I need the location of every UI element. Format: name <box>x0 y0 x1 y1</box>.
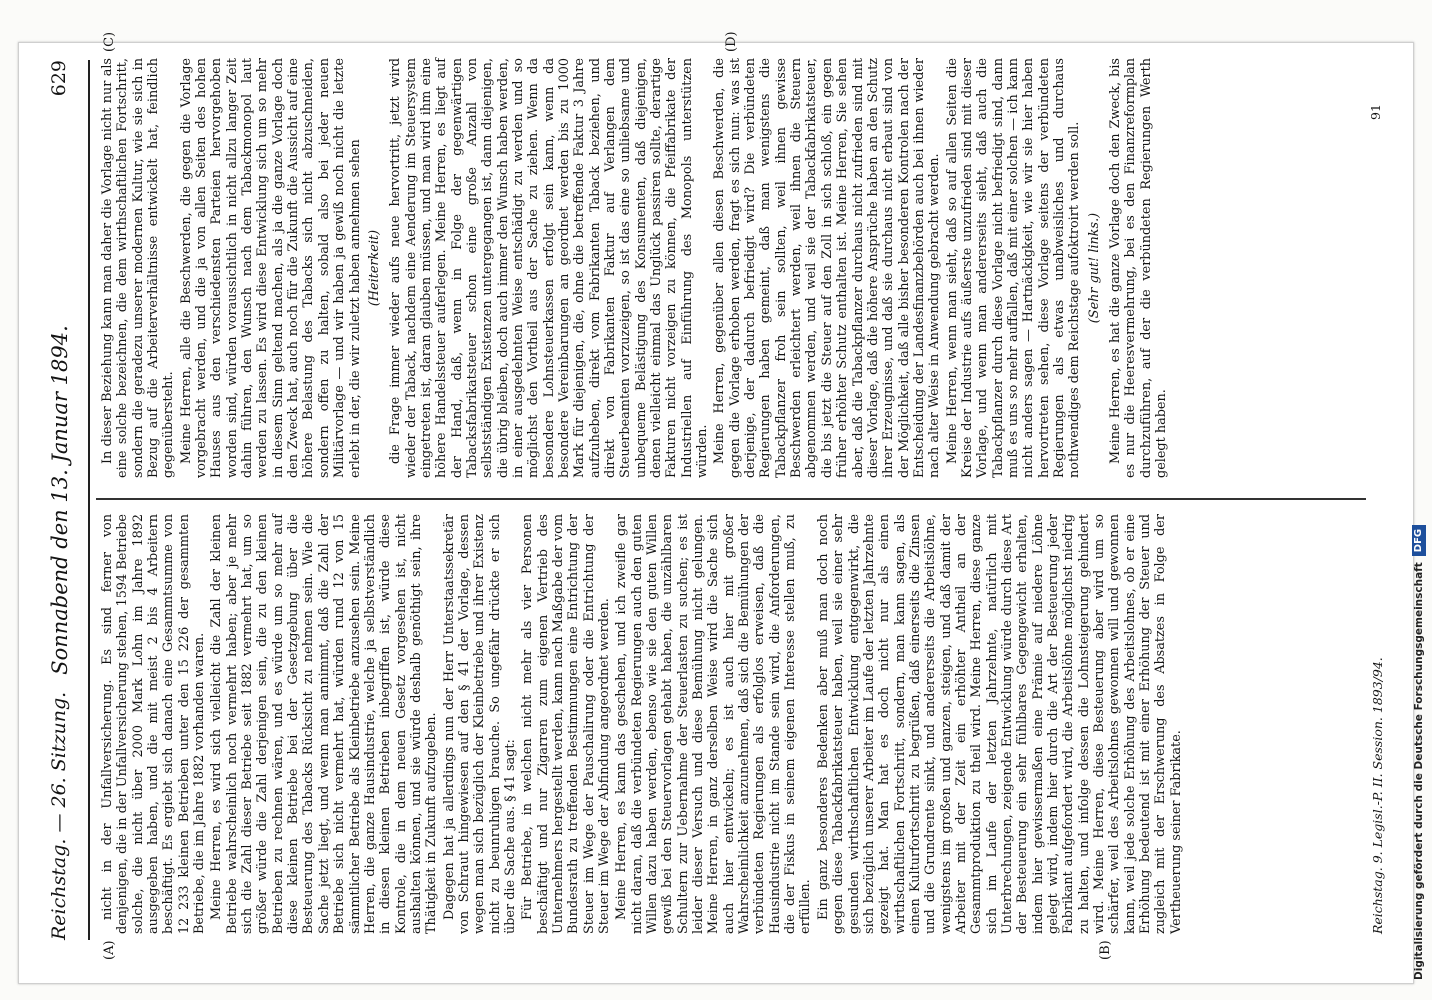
quote-paragraph: Für Betriebe, in welchen nicht mehr als vier Personen beschäftigt und nur Zigarren zum eigenen Vertrieb des Unternehmers hergestellt werden, kann nach Maßgabe der vom Bundesrath zu treffenden Bestimmungen eine Entrichtung der Steuer im Wege der Pauschalirung oder die Entrichtung der Steuer im Wege der Abfindung angeordnet werden. <box>520 514 612 934</box>
margin-mark-a: (A) <box>102 940 117 960</box>
column-divider <box>96 498 1366 500</box>
paragraph: nicht in der Unfallversicherung. Es sind ferner von denjenigen, die in der Unfallversicherung stehen, 1594 Betriebe solche, die nicht über 2000 Mark Lohn im Jahre 1892 ausgegeben haben, und die mit meist 2 bis 4 Arbeitern beschäftigt. Es ergiebt sich danach eine Gesammtsumme von 12 233 kleinen Betrieben unter den 15 226 der gesammten Betriebe, die im Jahre 1882 vorhanden waren. <box>100 514 208 934</box>
page-number: 629 <box>48 60 70 97</box>
left-column <box>100 514 1186 934</box>
paragraph: Dagegen hat ja allerdings nun der Herr Unterstaatssekretär von Schraut hingewiesen auf den § 41 der Vorlage, dessen wegen man sich bezüglich der Kleinbetriebe und ihrer Existenz nicht zu beunruhigen brauche. So ungefähr drückte er sich über die Sache aus. § 41 sagt: <box>441 514 518 934</box>
interjection: (Sehr gut! links.) <box>1086 212 1102 324</box>
dfg-credit <box>1408 20 1430 980</box>
paragraph: In dieser Beziehung kann man daher die Vorlage nicht nur als eine solche bezeichnen, die dem wirthschaftlichen Fortschritt, sondern die geradezu unserer modernen Kultur, wie sie sich in Bezug auf die Arbeiterverhältnisse entwickelt hat, feindlich gegenübersteht. <box>100 58 177 478</box>
header-date: Sonnabend den 13. Januar 1894. <box>48 325 72 675</box>
paragraph: Meine Herren, es kann das geschehen, und ich zweifle gar nicht daran, daß die verbündeten Regierungen auch den guten Willen dazu haben werden, ebenso wie sie den guten Willen gewiß bei den Steuervorlagen gehabt haben, die unzählbaren Schultern zur Uebernahme der Steuerlasten zu suchen; es ist leider dieser Versuch und diese Bemühung nicht gelungen. Meine Herren, in ganz derselben Weise wird die Sache sich auch hier entwickeln; es ist auch hier mit großer Wahrscheinlichkeit anzunehmen, daß sich die Bemühungen der verbündeten Regierungen als erfolglos erweisen, daß die Hausindustrie nicht im Stande sein wird, die Anforderungen, die der Fiskus in seinem eigenen Interesse stellen muß, zu erfüllen. <box>614 514 814 934</box>
running-header <box>40 60 80 940</box>
margin-mark-c: (C) <box>102 31 117 52</box>
margin-mark-b: (B) <box>1098 940 1113 960</box>
dfg-logo: DFG <box>1412 525 1426 556</box>
footer-session-line: Reichstag. 9. Legisl.-P. II. Session. 1893/94. <box>1370 657 1385 934</box>
paragraph: die Frage immer wieder aufs neue hervortritt, jetzt wird wieder der Taback, nachdem eine Aenderung im Steuersystem eingetreten ist, daran glauben müssen, und man wird ihm eine höhere Handelssteuer auferlegen. Meine Herren, es liegt auf der Hand, daß, wenn in Folge der gegenwärtigen Tabacksfabrikatsteuer schon eine große Anzahl von selbstständigen Existenzen untergegangen ist, dann diejenigen, die übrig bleiben, doch auch immer den Wunsch haben werden, in einer ausgedehnten Weise entschädigt zu werden und so möglichst den Vortheil aus der Sache zu ziehen. Wenn da besondere Lohnsteuerkassen erfolgt sein kann, wenn da besondere Vereinbarungen an geordnet werden bis zu 1000 Mark für diejenigen, die, ohne die betreffende Faktur 3 Jahre aufzuheben, direkt vom Fabrikanten Taback beziehen, und direkt von Fabrikanten Faktur auf Verlangen dem Steuerbeamten vorzuzeigen, so ist das eine so unliebsame und unbequeme Belästigung des Konsumenten, daß diejenigen, denen vielleicht einmal das Unglück passiren sollte, derartige Fakturen nicht vorzeigen zu können, die Pfeiffabrikate der Industriellen auf Einführung des Monopols unterstützen würden. <box>388 58 711 478</box>
paragraph: Meine Herren, gegenüber allen diesen Beschwerden, die gegen die Vorlage erhoben werden, fragt es sich nun: was ist derjenige, der dadurch befriedigt wird? Die verbündeten Regierungen haben gemeint, daß man wenigstens die Tabackpflanzer froh sein sollten, weil ihnen gewisse Beschwerden erleichtert werden, weil ihnen die Steuern abgenommen werden, und weil sie der Tabackfabrikatsteuer, die bis jetzt die Steuer auf den Zoll in sich schloß, ein gegen früher erhöhter Schutz enthalten ist. Meine Herren, Sie sehen aber, daß die Tabackpflanzer durchaus nicht zufrieden sind mit dieser Vorlage, daß die höhere Ansprüche haben an den Schutz ihrer Erzeugnisse, und daß sie durchaus nicht erbaut sind von der Möglichkeit, daß alle bisher besonderen Kontrolen nach der Entscheidung der Landesfinanzbehörden auch bei ihnen wieder nach alter Weise in Anwendung gebracht werden. <box>712 58 943 478</box>
paragraph: Meine Herren, alle die Beschwerden, die gegen die Vorlage vorgebracht werden, und die ja von allen Seiten des hohen Hauses aus den verschiedensten Parteien hervorgehoben worden sind, würden voraussichtlich in nicht allzu langer Zeit dahin führen, den Wunsch nach dem Tabackmonopol laut werden zu lassen. Es wird diese Entwicklung sich um so mehr in diesem Sinn geltend machen, als ja die ganze Vorlage doch den Zweck hat, auch noch für die Zukunft die Aussicht auf eine höhere Belastung des Tabacks sich nicht abzuschneiden, sondern offen zu halten, sobald also bei jeder neuen Militärvorlage — und wir haben ja gewiß noch nicht die letzte erlebt in der, die wir zuletzt haben annehmen sehen <box>178 58 363 478</box>
paragraph: Meine Herren, es hat die ganze Vorlage doch den Zweck, bis es nur die Heeresvermehrung, bei es den Finanzreformplan durchzuführen, auf der die verbündeten Regierungen Werth gelegt haben. <box>1108 58 1170 478</box>
margin-mark-d: (D) <box>724 31 739 52</box>
paragraph: Ein ganz besonderes Bedenken aber muß man doch noch gegen diese Tabackfabrikatsteuer haben, weil sie einer sehr gesunden wirthschaftlichen Entwicklung entgegenwirkt, die sich bezüglich unserer Arbeiter im Laufe der letzten Jahrzehnte gezeigt hat. Man hat es doch nicht nur als einen wirthschaftlichen Fortschritt, sondern, man kann sagen, als einen Kulturfortschritt zu begrüßen, daß einerseits die Zinsen und die Grundrente sinkt, und andererseits die Arbeitslöhne, wenigstens im großen und ganzen, steigen, und daß damit der Arbeiter mit der Zeit ein erhöhter Antheil an der Gesammtproduktion zu theil wird. Meine Herren, diese ganze sich im Laufe der letzten Jahrzehnte, natürlich mit Unterbrechungen, zeigende Entwicklung würde durch diese Art der Besteuerung ein sehr fühlbares Gegengewicht erhalten, indem hier gewissermaßen eine Prämie auf niedere Löhne gelegt wird, indem hier durch die Art der Besteuerung jeder Fabrikant aufgefordert wird, die Arbeitslöhne möglichst niedrig zu halten, und infolge dessen die Lohnsteigerung gehindert wird. Meine Herren, diese Besteuerung aber wird um so schärfer, weil des Arbeitslohnes gewonnen will und gewonnen kann, weil jede solche Erhöhung des Arbeitslohnes, ob er eine Erhöhung bedeutend ist mit einer Erhöhung der Steuer und zugleich mit der Erschwerung des Absatzes in Folge der Vertheuerung seiner Fabrikate. <box>815 514 1184 934</box>
dfg-sidebar <box>1408 20 1430 980</box>
header-rule <box>88 60 90 940</box>
paragraph: Meine Herren, wenn man sieht, daß so auf allen Seiten die Kreise der Industrie aufs äußerste unzufrieden sind mit dieser Vorlage, und wenn man andererseits sieht, daß auch die Tabackpflanzer durch diese Vorlage nicht befriedigt sind, dann muß es uns so mehr auffallen, daß mit einer solchen — ich kann nicht anders sagen — Hartnäckigkeit, wie wir sie hier haben hervortreten sehen, diese Vorlage seitens der verbündeten Regierungen als etwas unabweisliches und durchaus nothwendiges dem Reichstage aufoktroirt werden soll. <box>944 58 1083 478</box>
paragraph: Meine Herren, es wird sich vielleicht die Zahl der kleinen Betriebe wahrscheinlich noch vermehrt haben; aber je mehr sich die Zahl dieser Betriebe seit 1882 vermehrt hat, um so größer würde die Zahl derjenigen sein, die zu den kleinen Betrieben zu rechnen wären, und es würde um so mehr auf diese kleinen Betriebe bei der Gesetzgebung über die Besteuerung des Tabacks Rücksicht zu nehmen sein. Wie die Sache jetzt liegt, und wenn man annimmt, daß die Zahl der Betriebe sich nicht vermehrt hat, würden rund 12 von 15 sämmtlicher Betriebe als Kleinbetriebe anzusehen sein. Meine Herren, die ganze Hausindustrie, welche ja selbstverständlich in diesen kleinen Betrieben inbegriffen ist, würde diese Kontrole, die in dem neuen Gesetz vorgesehen ist, nicht aushalten können, und sie würde deshalb genöthigt sein, ihre Thätigkeit in Zukunft aufzugeben. <box>209 514 440 934</box>
right-column <box>100 58 1171 478</box>
footer-signature-number: 91 <box>1368 104 1383 120</box>
interjection: (Heiterkeit) <box>366 229 382 307</box>
dfg-credit-text: Digitalisierung gefördert durch die Deutsche Forschungsgemeinschaft <box>1413 562 1425 980</box>
header-left: Reichstag. — 26. Sitzung. <box>48 691 70 940</box>
